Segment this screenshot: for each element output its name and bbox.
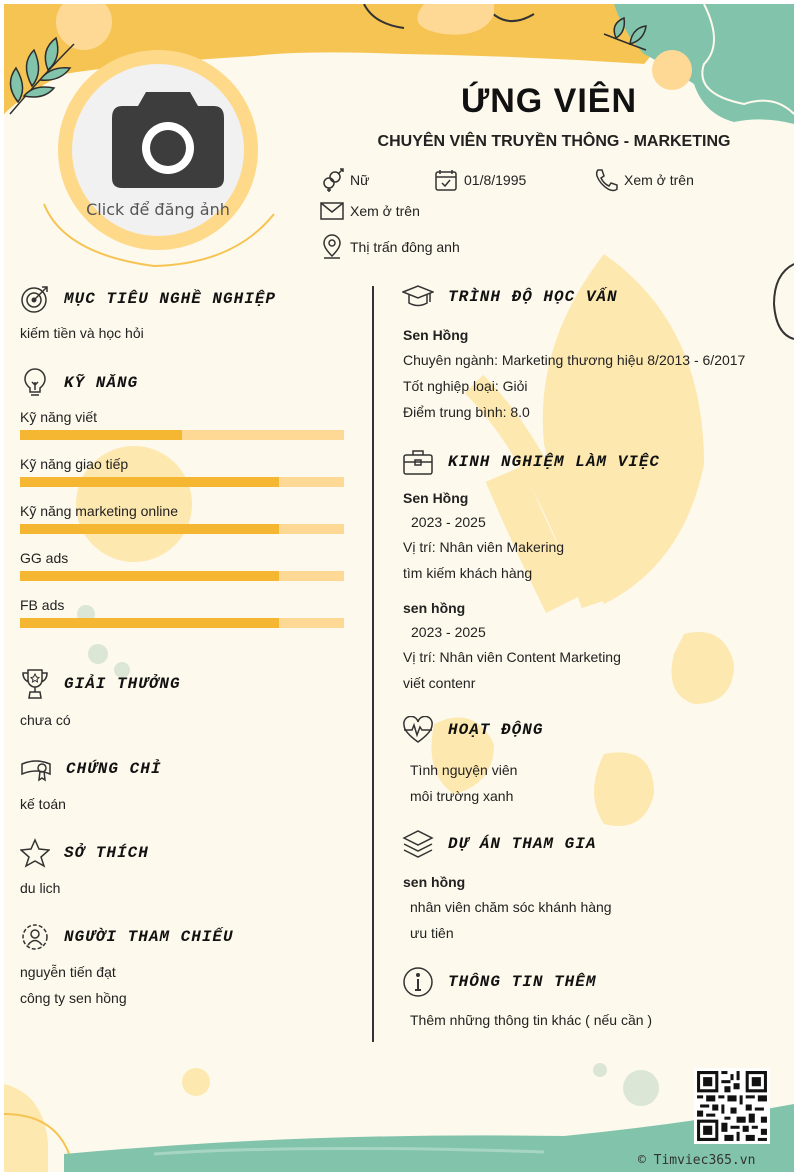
more-info-section-header	[402, 966, 596, 998]
graduation-cap-icon	[402, 284, 434, 310]
skill-bar-fill	[20, 571, 279, 581]
qr-code	[694, 1068, 770, 1144]
education-title: TRÌNH ĐỘ HỌC VẤN	[448, 288, 618, 306]
email-field	[320, 202, 420, 220]
job-position: CHUYÊN VIÊN TRUYỀN THÔNG - MARKETING	[377, 133, 731, 150]
hobbies-section-header	[20, 838, 149, 868]
reference-company: công ty sen hồng	[20, 990, 127, 1006]
job-period: 2023 - 2025	[411, 624, 486, 640]
gender-field	[320, 168, 369, 192]
phone-value: Xem ở trên	[624, 172, 694, 188]
experience-title: KINH NGHIỆM LÀM VIỆC	[448, 453, 661, 471]
user-gear-icon	[20, 922, 50, 952]
job-period: 2023 - 2025	[411, 514, 486, 530]
more-info-text: Thêm những thông tin khác ( nếu cần )	[410, 1012, 653, 1028]
phone-icon	[594, 168, 618, 192]
address-field	[320, 234, 460, 260]
skill-label: Kỹ năng giao tiếp	[20, 456, 129, 472]
column-divider	[372, 286, 374, 1042]
calendar-icon	[434, 168, 458, 192]
skill-bar-fill	[20, 430, 182, 440]
certificates-title: CHỨNG CHỈ	[66, 760, 162, 778]
star-icon	[20, 838, 50, 868]
education-major: Chuyên ngành: Marketing thương hiệu 8/2013 - 6/2017	[403, 352, 746, 368]
objective-text: kiếm tiền và học hỏi	[20, 325, 144, 341]
skill-label: FB ads	[20, 597, 65, 613]
skill-bar-fill	[20, 477, 279, 487]
avatar-upload-label: Click để đăng ảnh	[86, 200, 230, 219]
skills-section-header	[20, 368, 138, 398]
skill-bar-track	[20, 618, 344, 628]
gender-icon	[320, 168, 344, 192]
activities-section-header	[402, 716, 543, 744]
cv-page	[4, 4, 794, 1172]
project-line: ưu tiên	[410, 925, 454, 941]
candidate-name: ỨNG VIÊN	[460, 82, 637, 120]
reference-name: nguyễn tiến đạt	[20, 964, 116, 980]
phone-field	[594, 168, 694, 192]
job-role: Vị trí: Nhân viên Content Marketing	[403, 649, 621, 665]
education-section-header	[402, 284, 618, 310]
info-icon	[402, 966, 434, 998]
skill-bar-track	[20, 430, 344, 440]
job-description: tìm kiếm khách hàng	[403, 565, 533, 581]
projects-title: DỰ ÁN THAM GIA	[448, 835, 597, 853]
education-grade: Tốt nghiệp loại: Giỏi	[403, 378, 528, 394]
project-company: sen hồng	[403, 874, 466, 890]
location-pin-icon	[320, 234, 344, 260]
skill-bar-fill	[20, 618, 279, 628]
heartbeat-icon	[402, 716, 434, 744]
awards-section-header	[20, 668, 181, 700]
layers-icon	[402, 828, 434, 860]
hobbies-title: SỞ THÍCH	[64, 844, 149, 862]
hobbies-text: du lich	[20, 880, 61, 896]
skill-bar-track	[20, 571, 344, 581]
skill-label: Kỹ năng viết	[20, 409, 98, 425]
address-value: Thị trấn đông anh	[350, 239, 460, 255]
avatar-upload[interactable]	[58, 50, 258, 250]
experience-section-header	[402, 448, 660, 476]
education-gpa: Điểm trung bình: 8.0	[403, 404, 530, 420]
birthday-value: 01/8/1995	[464, 172, 527, 188]
job-company: Sen Hồng	[403, 490, 469, 506]
birthday-field	[434, 168, 526, 192]
lightbulb-icon	[20, 368, 50, 398]
skill-bar-track	[20, 524, 344, 534]
certificates-section-header	[20, 756, 161, 782]
skill-label: Kỹ năng marketing online	[20, 503, 178, 519]
skills-title: KỸ NĂNG	[64, 374, 139, 392]
references-title: NGƯỜI THAM CHIẾU	[64, 928, 234, 946]
email-value: Xem ở trên	[350, 203, 420, 219]
briefcase-icon	[402, 448, 434, 476]
gender-value: Nữ	[350, 172, 370, 188]
more-info-title: THÔNG TIN THÊM	[448, 973, 597, 991]
certificates-text: kế toán	[20, 796, 66, 812]
avatar-placeholder	[72, 64, 244, 236]
skill-label: GG ads	[20, 550, 69, 566]
objective-title: MỤC TIÊU NGHỀ NGHIỆP	[64, 290, 277, 308]
target-icon	[20, 284, 50, 314]
education-school: Sen Hồng	[403, 327, 469, 343]
footer-brand: © Timviec365.vn	[638, 1153, 756, 1168]
activities-title: HOẠT ĐỘNG	[448, 721, 544, 739]
skill-bar-track	[20, 477, 344, 487]
camera-icon	[112, 92, 224, 188]
job-description: viết contenr	[403, 675, 476, 691]
activity-line: Tình nguyện viên	[410, 762, 518, 778]
activity-line: môi trường xanh	[410, 788, 514, 804]
skill-bar-fill	[20, 524, 279, 534]
projects-section-header	[402, 828, 596, 860]
job-role: Vị trí: Nhân viên Makering	[403, 539, 565, 555]
project-line: nhân viên chăm sóc khánh hàng	[410, 899, 612, 915]
objective-section-header	[20, 284, 276, 314]
awards-title: GIẢI THƯỞNG	[64, 675, 181, 693]
references-section-header	[20, 922, 234, 952]
certificate-icon	[20, 756, 52, 782]
trophy-icon	[20, 668, 50, 700]
awards-text: chưa có	[20, 712, 71, 728]
job-company: sen hồng	[403, 600, 466, 616]
mail-icon	[320, 202, 344, 220]
